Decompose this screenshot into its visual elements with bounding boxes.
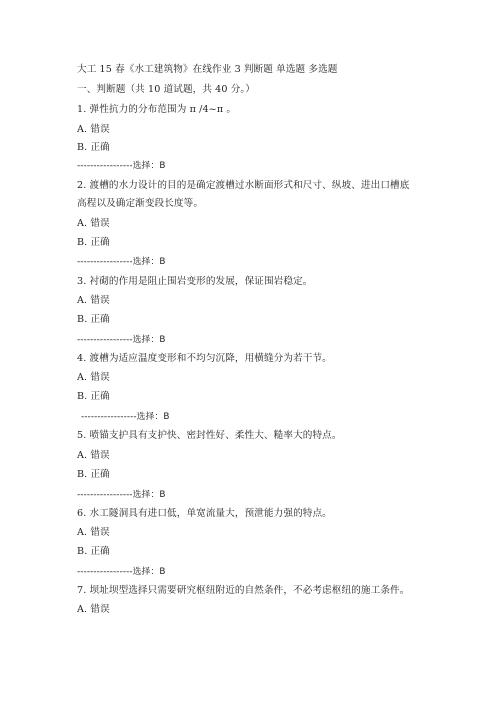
question-5-answer: -----------------选择：B (77, 490, 166, 500)
question-6-option-b: B. 正确 (77, 546, 110, 557)
question-2-text-line-1: 2. 渡槽的水力设计的目的是确定渡槽过水断面形式和尺寸、纵坡、进出口槽底 (77, 180, 410, 191)
question-4-text: 4. 渡槽为适应温度变形和不均匀沉降，用横缝分为若干节。 (77, 353, 332, 364)
question-2-text-line-2: 高程以及确定渐变段长度等。 (77, 198, 204, 209)
question-4-option-a: A. 错误 (77, 372, 110, 383)
question-6-option-a: A. 错误 (77, 527, 110, 538)
question-6-text: 6. 水工隧洞具有进口低，单宽流量大，预泄能力强的特点。 (77, 508, 332, 519)
question-1-option-b: B. 正确 (77, 142, 110, 153)
question-1-option-a: A. 错误 (77, 124, 110, 135)
question-7-text: 7. 坝址坝型选择只需要研究枢纽附近的自然条件，不必考虑枢纽的施工条件。 (77, 585, 410, 596)
question-1-text: 1. 弹性抗力的分布范围为 π /4~π 。 (77, 104, 237, 115)
document-title: 大工 15 春《水工建筑物》在线作业 3 判断题 单选题 多选题 (77, 64, 338, 75)
question-3-option-b: B. 正确 (77, 314, 110, 325)
question-3-answer: -----------------选择：B (77, 335, 166, 345)
question-4-answer: -----------------选择：B (81, 412, 170, 422)
question-1-answer: -----------------选择：B (77, 161, 166, 171)
question-5-text: 5. 喷锚支护具有支护快、密封性好、柔性大、糙率大的特点。 (77, 430, 342, 441)
question-2-option-b: B. 正确 (77, 237, 110, 248)
question-5-option-b: B. 正确 (77, 469, 110, 480)
question-3-text: 3. 衬砌的作用是阻止围岩变形的发展，保证围岩稳定。 (77, 276, 313, 287)
question-4-option-b: B. 正确 (77, 391, 110, 402)
question-3-option-a: A. 错误 (77, 295, 110, 306)
question-7-option-a: A. 错误 (77, 604, 110, 615)
question-5-option-a: A. 错误 (77, 450, 110, 461)
section-heading: 一、判断题（共 10 道试题，共 40 分。） (77, 84, 256, 95)
question-2-answer: -----------------选择：B (77, 257, 166, 267)
question-2-option-a: A. 错误 (77, 218, 110, 229)
question-6-answer: -----------------选择：B (77, 567, 166, 577)
